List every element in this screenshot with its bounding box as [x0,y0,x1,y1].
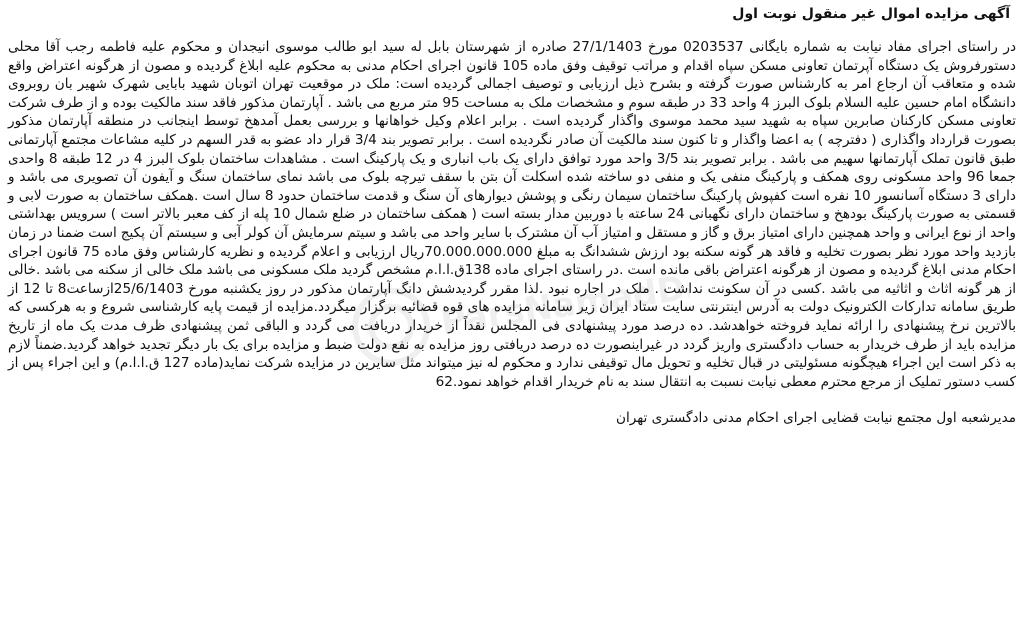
watermark-text: ParsNamadData [438,259,697,343]
notice-body: در راستای اجرای مفاد نیابت به شماره بایگانی 0203537 مورخ 27/1/1403 صادره از شهرستان بابل له سید ابو طالب موسوی انیجدان و محکوم علیه فاطمه رجب آقا محلی دستورفروش یک دستگاه آپرتمان تعاونی مسکن سپاه اقدام و مراتب توقیف وفق ماده 105 قانون اجرای احکام مدنی به محکوم علیه ابلاغ گردیده و مصون از هرگونه اعتراض واقع شده و متعاقب آن ارجاع امر به کارشناس صورت گرفته و بشرح ذیل ارزیابی و توصیف اجمالی گردیده است: ملک در موقعیت تهران اتوبان شهید بابایی شهرک شهیر بان روبروی دانشگاه امام حسین علیه السلام بلوک البرز 4 واحد 33 در طبقه سوم و مشخصات ملک به مساحت 95 متر مربع می باشد . آپارتمان مذکور فاقد سند مالکیت بوده و از طرف شرکت تعاونی مسکن کارکنان صابرین سپاه به شهید سید محمد موسوی واگذار گردیده است . برابر اعلام وکیل خواهانها و بررسی بعمل آمدهخ توسط اینجانب در منطقه آپارتمان مذکور بصورت قرارداد واگذاری ( دفترچه ) به اعضا واگذار و تا کنون سند مالکیت آن صادر نگردیده است . برابر تصویر بند 3/4 قرار داد عضو به قدر السهم در کلیه مشاعات مجتمع آپارتمانی طبق قانون تملک آپارتمانها سهیم می باشد . برابر تصویر بند 3/5 واحد مورد توافق دارای یک باب انباری و یک پارکینگ است . مشاهدات ساختمان بلوک البرز 4 در 12 طبقه 8 واحدی جمعا 96 واحد مسکونی روی همکف و پارکینگ منفی یک و منفی دو ساخته شده اسکلت آن بتن با سقف تیرچه بلوک می باشد نمای ساختمان سنگ و آیفون آن تصویری می باشد و دارای 3 دستگاه آسانسور 10 نفره است کفپوش پارکینگ ساختمان سیمان رنگی و پوشش دیوارهای آن سنگ و قدمت ساختمان حدود 8 سال است .همکف ساختمان به صورت لابی و قسمتی به صورت پارکینگ بودهخ و ساختمان دارای نگهبانی 24 ساعته با دوربین مدار بسته است ( همکف ساختمان در ضلع شمال 10 پله از کف معبر بالاتر است ) سرویس بهداشتی واحد از نوع ایرانی و واحد همچنین دارای امتیاز برق و گاز و مستقل و امتیاز آب آن مشترک با سایر واحد می باشد و سیتم سرمایش آن کولر آبی و سیستم آن پکیج است ضمنا در زمان بازدید واحد مورد نظر بصورت تخلیه و فاقد هر گونه سکنه بود ارزش ششدانگ به مبلغ 70.000.000.000ریال ارزیابی و اعلام گردیده و نظریه کارشناس وفق ماده 75 قانون اجرای احکام مدنی ابلاغ گردیده و مصون از هرگونه اعتراض باقی مانده است .در راستای اجرای ماده 138ق.ا.ا.م مشخص گردید ملک مسکونی می باشد ملک خالی از سکنه می باشد .خالی از هر گونه اثاث و اثاثیه می باشد .کسی در آن سکونت نداشت . ملک در اجاره نبود .لذا مقرر گردیدشش دانگ آپارتمان مذکور در روز یکشنبه مورخ 25/6/1403ازساعت8 تا 12 از طریق سامانه تدارکات الکترونیک دولت به آدرس اینترنتی سایت ستاد ایران زیر سامانه مزایده های قوه قضائیه برگزار میگردد.مزایده از قیمت پایه کارشناسی شروع و به هرکسی که بالاترین نرخ پیشنهادی را ارائه نماید فروخته خواهدشد. ده درصد مورد پیشنهادی فی المجلس نقداً از خریدار دریافت می گردد و الباقی ثمن پیشنهادی ظرف مدت یک ماه از تاریخ مزایده باید از طرف خریدار به حساب دادگستری واریز گردد در غیراینصورت ده درصد دریافتی روز مزایده به نفع دولت ضبط و مزایده برای یک بار دیگر تجدید خواهد گردید.ضمناً لازم به ذکر است این اجراء هیچگونه مسئولیتی در قبال تخلیه و تحویل مال توقیفی ندارد و محکوم له نیز میتواند مثل سایرین در مزایده شرکت نماید(ماده 127 ق.ا.ا.م) و این اجراء پس از کسب دستور تملیک از مرجع محترم معطی نیابت نسبت به انتقال سند به نام خریدار اقدام خواهد نمود.62 [8,39,1017,390]
notice-title: آگهی مزایده اموال غیر منقول نوبت اول [732,6,1010,22]
notice-signature: مدیرشعبه اول مجتمع نیابت قضایی اجرای احکام مدنی دادگستری تهران [615,410,1016,427]
